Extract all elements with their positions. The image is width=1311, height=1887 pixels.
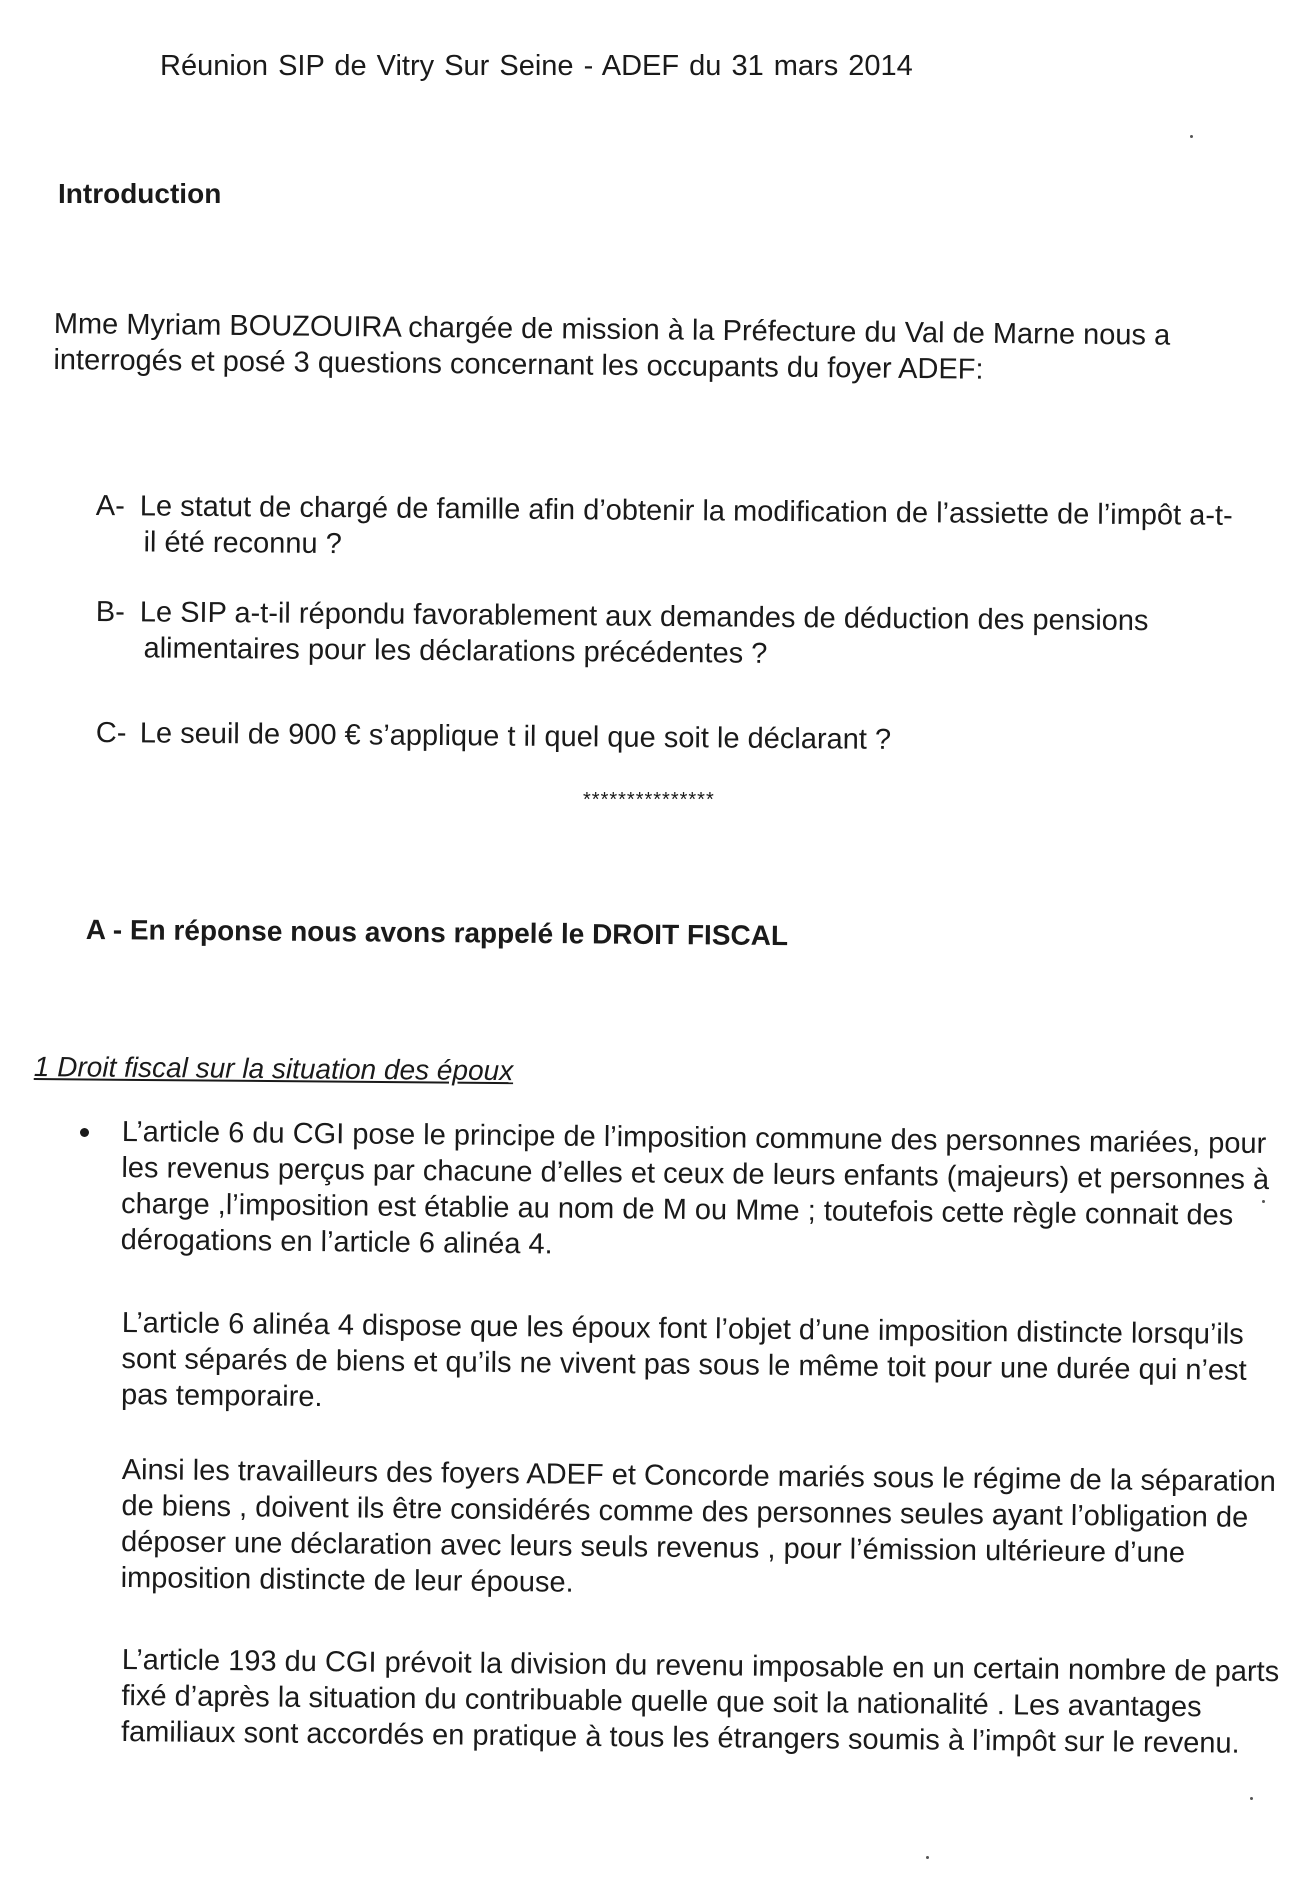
question-continuation: il été reconnu ? (143, 526, 342, 561)
subsection-1-heading: 1 Droit fiscal sur la situation des époux (33, 1050, 514, 1087)
question-label: C- (95, 716, 127, 750)
document-title: Réunion SIP de Vitry Sur Seine - ADEF du 31 mars 2014 (160, 50, 913, 82)
intro-paragraph: Mme Myriam BOUZOUIRA chargée de mission à la Préfecture du Val de Marne nous a interrogés et posé 3 questions concernant les occupants du foyer ADEF: (53, 307, 1171, 386)
paragraph-article-6: L’article 6 du CGI pose le principe de l’imposition commune des personnes mariées, pour les revenus perçus par chacune d’elles et ceux de leurs enfants (majeurs) et personnes à charge ,l’imposition est établie au nom de M ou Mme ; toutefois cette règle connait des dérogations en l’article 6 alinéa 4. (120, 1115, 1270, 1261)
section-a-heading: A - En réponse nous avons rappelé le DROIT FISCAL (85, 913, 789, 952)
separator-asterisks: *************** (583, 789, 715, 811)
paragraph-article-6-alinea-4: L’article 6 alinéa 4 dispose que les époux font l’objet d’une imposition distincte lorsqu’ils sont séparés de biens et qu’ils ne vivent pas sous le même toit pour une durée qui n’est pas temporaire. (120, 1306, 1247, 1414)
question-text: Le statut de chargé de famille afin d’obtenir la modification de l’assiette de l’impôt a-t- (139, 490, 1233, 532)
question-text: Le SIP a-t-il répondu favorablement aux demandes de déduction des pensions (139, 596, 1149, 638)
question-continuation: alimentaires pour les déclarations précédentes ? (143, 632, 768, 670)
paragraph-foyers-adef: Ainsi les travailleurs des foyers ADEF et Concorde mariés sous le régime de la séparation de biens , doivent ils être considérés comme des personnes seules ayant l’obligation de déposer une déclaration avec leurs seuls revenus , pour l’émission ultérieure d’une imposition distincte de leur épouse. (120, 1453, 1277, 1599)
question-c (96, 715, 1296, 761)
scan-speck (926, 1856, 929, 1859)
bullet-icon (80, 1128, 89, 1137)
question-label: B- (95, 595, 125, 629)
scan-speck (1262, 1200, 1265, 1203)
question-text: Le seuil de 900 € s’applique t il quel que soit le déclarant ? (139, 717, 892, 756)
question-a (95, 488, 1296, 570)
scan-speck (1250, 1797, 1253, 1800)
scan-speck (1190, 135, 1193, 138)
question-b (95, 594, 1296, 676)
question-label: A- (95, 489, 125, 523)
paragraph-article-193: L’article 193 du CGI prévoit la division du revenu imposable en un certain nombre de parts fixé d’après la situation du contribuable quelle que soit la nationalité . Les avantages familiaux sont accordés en pratique à tous les étrangers soumis à l’impôt sur le revenu. (120, 1643, 1280, 1760)
introduction-heading: Introduction (58, 178, 222, 209)
